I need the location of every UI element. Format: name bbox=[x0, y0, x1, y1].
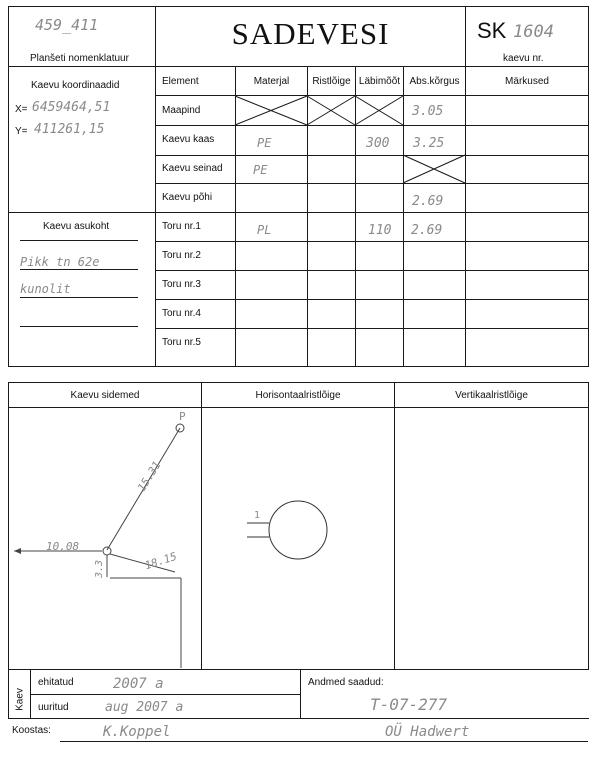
data-source-label: Andmed saadud: bbox=[308, 677, 384, 688]
row-label: Kaevu kaas bbox=[162, 134, 215, 145]
cell-elevation: 3.25 bbox=[413, 136, 445, 151]
location-label: Kaevu asukoht bbox=[43, 221, 110, 232]
row-label: Toru nr.1 bbox=[162, 221, 201, 232]
well-number-value: 1604 bbox=[513, 22, 554, 42]
section-title-connections: Kaevu sidemed bbox=[70, 390, 140, 401]
row-label: Kaevu seinad bbox=[162, 163, 223, 174]
location-line-2: kunolit bbox=[20, 282, 71, 296]
sheet-nomenclature-value: 459_411 bbox=[35, 16, 99, 34]
well-number-label: kaevu nr. bbox=[503, 53, 544, 64]
coordinates-label: Kaevu koordinaadid bbox=[31, 80, 120, 91]
sketch-distance-lower: 18.15 bbox=[143, 549, 179, 573]
surveyed-value: aug 2007 a bbox=[105, 700, 184, 715]
cell-material: PL bbox=[257, 223, 272, 237]
cell-elevation: 2.69 bbox=[412, 194, 444, 209]
col-header-elevation: Abs.kõrgus bbox=[409, 76, 460, 87]
sketch-distance-vertical: 3.3 bbox=[94, 559, 105, 578]
well-side-label: Kaev bbox=[14, 688, 26, 711]
row-label: Toru nr.5 bbox=[162, 337, 201, 348]
row-label: Toru nr.2 bbox=[162, 250, 201, 261]
sheet-nomenclature-label: Planšeti nomenklatuur bbox=[30, 53, 129, 64]
x-coordinate-label: X= bbox=[15, 104, 28, 115]
row-label: Toru nr.4 bbox=[162, 308, 201, 319]
sketch-distance-horizontal: 10.08 bbox=[46, 540, 80, 553]
built-label: ehitatud bbox=[38, 677, 74, 688]
col-header-material: Materjal bbox=[253, 76, 290, 87]
page-title: SADEVESI bbox=[231, 16, 390, 51]
compiled-label: Koostas: bbox=[12, 725, 51, 736]
compiled-value: K.Koppel bbox=[103, 724, 171, 740]
data-source-value: T-07-277 bbox=[370, 695, 448, 714]
col-header-element: Element bbox=[162, 76, 199, 87]
cell-diameter: 300 bbox=[366, 136, 390, 151]
row-label: Toru nr.3 bbox=[162, 279, 201, 290]
cell-diameter: 110 bbox=[368, 223, 392, 238]
section-title-horizontal: Horisontaalristlõige bbox=[255, 390, 341, 401]
cell-elevation: 3.05 bbox=[412, 104, 444, 119]
sketch-point-label: P bbox=[179, 410, 186, 423]
sketch-distance-diagonal: 15.31 bbox=[135, 458, 164, 494]
pipe-number-label: 1 bbox=[254, 510, 261, 521]
col-header-cross-section: Ristlõige bbox=[312, 76, 351, 87]
y-coordinate-label: Y= bbox=[15, 126, 28, 137]
row-label: Kaevu põhi bbox=[162, 192, 213, 203]
col-header-notes: Märkused bbox=[505, 76, 549, 87]
y-coordinate-value: 411261,15 bbox=[34, 122, 105, 137]
company-value: OÜ Hadwert bbox=[385, 724, 470, 740]
x-coordinate-value: 6459464,51 bbox=[32, 100, 111, 115]
location-line-1: Pikk tn 62e bbox=[20, 255, 100, 269]
cell-material: PE bbox=[253, 163, 268, 177]
cell-elevation: 2.69 bbox=[411, 223, 443, 238]
row-label: Maapind bbox=[162, 105, 201, 116]
cell-material: PE bbox=[257, 136, 272, 150]
surveyed-label: uuritud bbox=[38, 702, 69, 713]
well-prefix: SK bbox=[477, 18, 507, 43]
col-header-diameter: Läbimõõt bbox=[358, 76, 401, 87]
built-value: 2007 a bbox=[113, 676, 164, 692]
section-title-vertical: Vertikaalristlõige bbox=[455, 390, 528, 401]
